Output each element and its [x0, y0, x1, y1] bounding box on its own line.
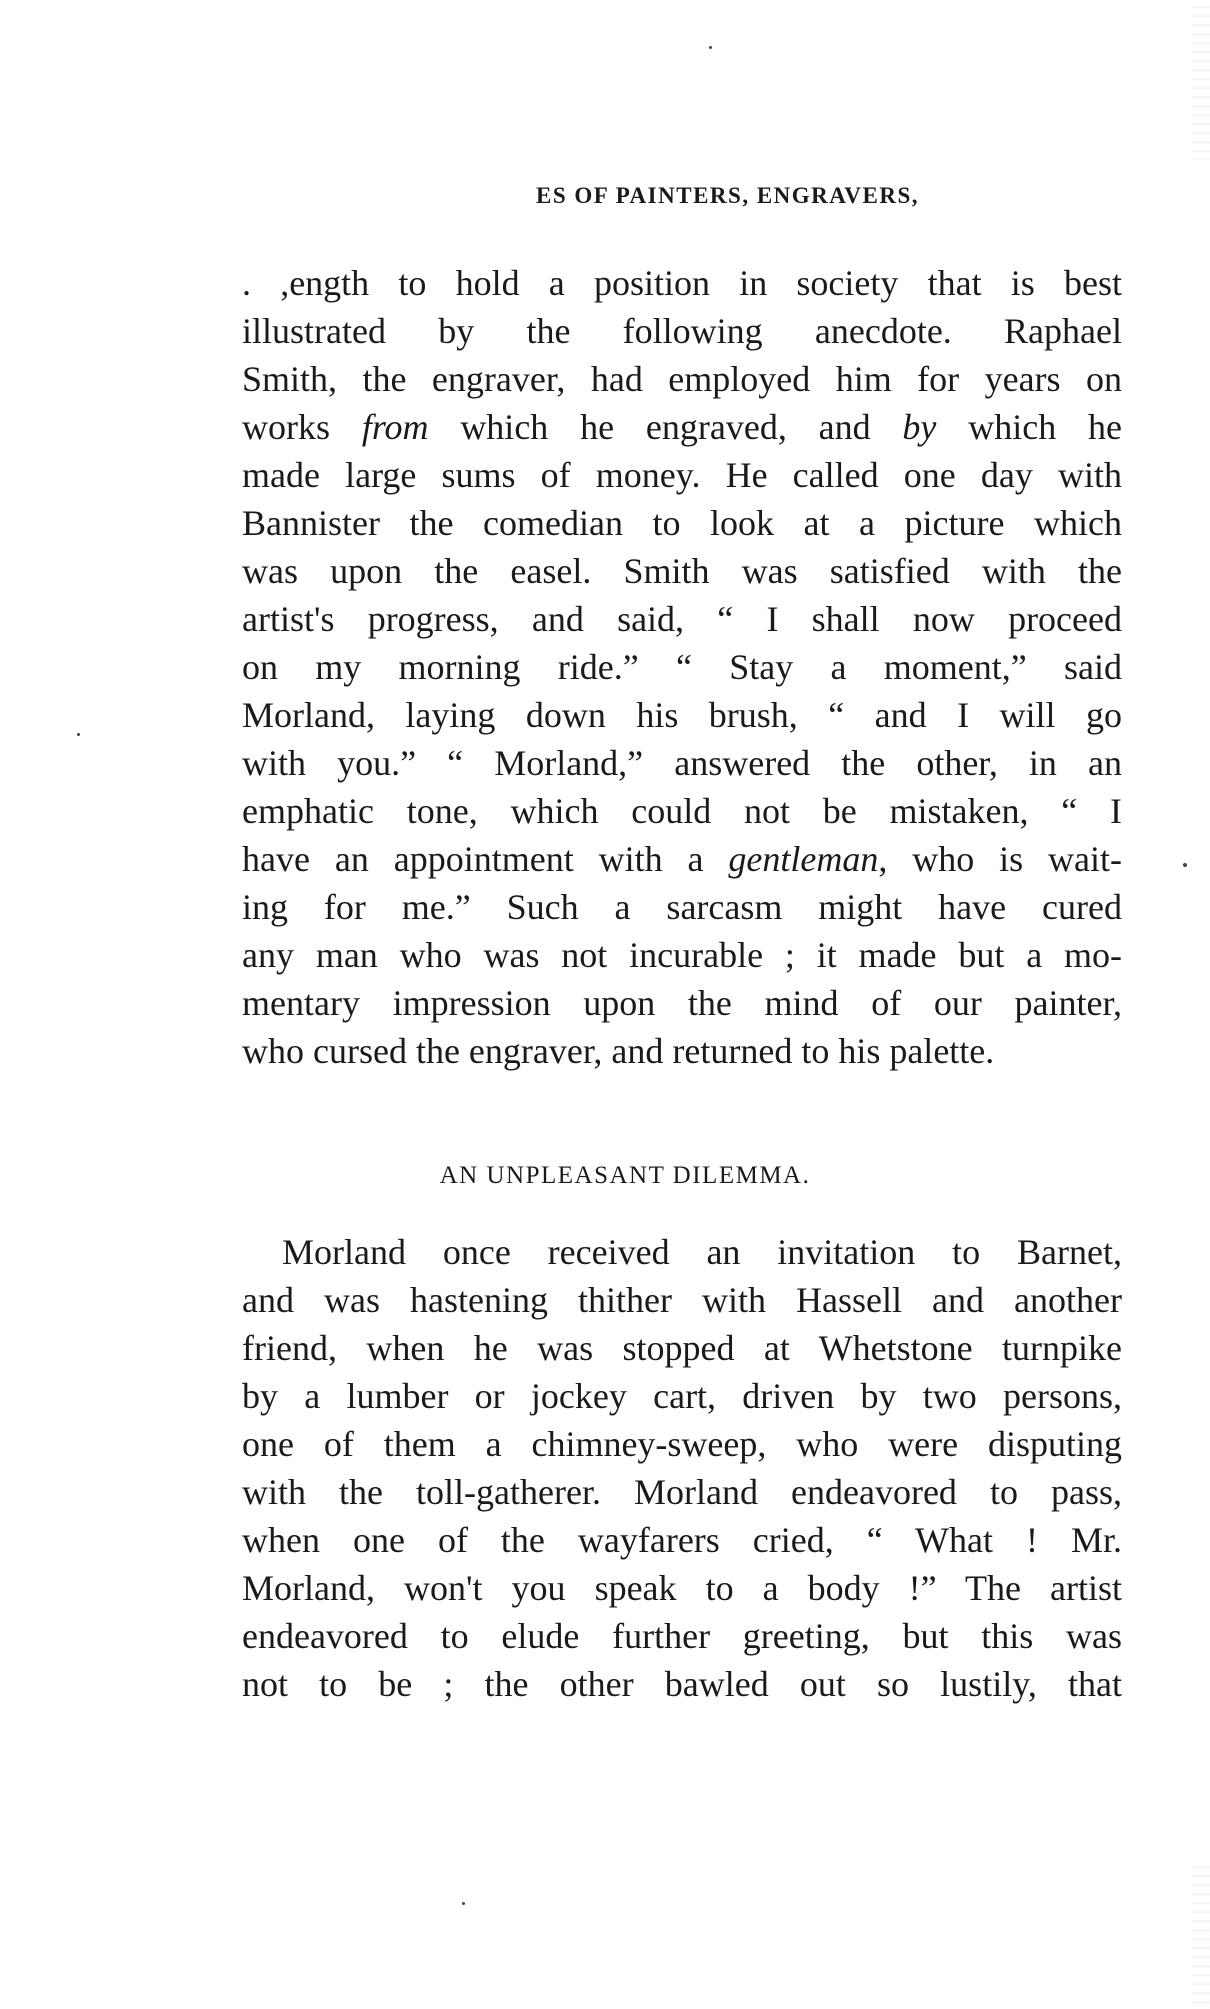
text-line: Bannister the comedian to look at a picture which	[242, 503, 1122, 543]
text-line: illustrated by the following anecdote. Raphael	[242, 311, 1122, 351]
text-line: mentary impression upon the mind of our painter,	[242, 983, 1122, 1023]
text-line: and was hastening thither with Hassell and another	[242, 1280, 1122, 1320]
text-line: endeavored to elude further greeting, but this was	[242, 1616, 1122, 1656]
text-line: by a lumber or jockey cart, driven by two persons,	[242, 1376, 1122, 1416]
scan-speck	[77, 733, 80, 736]
paragraph-unpleasant-dilemma	[242, 1228, 1122, 1708]
text-line: one of them a chimney-sweep, who were disputing	[242, 1424, 1122, 1464]
text-line: . ,ength to hold a position in society that is best	[242, 263, 1122, 303]
text-line: on my morning ride.” “ Stay a moment,” said	[242, 647, 1122, 687]
text-line: not to be ; the other bawled out so lustily, that	[242, 1664, 1122, 1704]
scan-speck	[709, 46, 712, 49]
text-line: made large sums of money. He called one day with	[242, 455, 1122, 495]
text-line: with you.” “ Morland,” answered the other, in an	[242, 743, 1122, 783]
text-line: was upon the easel. Smith was satisfied with the	[242, 551, 1122, 591]
text-line: ing for me.” Such a sarcasm might have cured	[242, 887, 1122, 927]
scan-speck	[462, 1902, 465, 1905]
text-line: emphatic tone, which could not be mistaken, “ I	[242, 791, 1122, 831]
text-line: works from which he engraved, and by which he	[242, 407, 1122, 447]
text-line: any man who was not incurable ; it made but a mo-	[242, 935, 1122, 975]
text-line: artist's progress, and said, “ I shall now proceed	[242, 599, 1122, 639]
page-edge-shadow	[1192, 1860, 1210, 2009]
text-line: Morland, won't you speak to a body !” The artist	[242, 1568, 1122, 1608]
text-line: friend, when he was stopped at Whetstone turnpike	[242, 1328, 1122, 1368]
running-head: ES OF PAINTERS, ENGRAVERS,	[536, 183, 920, 208]
text-line: who cursed the engraver, and returned to his palette.	[242, 1031, 995, 1071]
text-line: have an appointment with a gentleman, who is wait-	[242, 839, 1122, 879]
text-line: with the toll-gatherer. Morland endeavored to pass,	[242, 1472, 1122, 1512]
paragraph-raphael-smith-anecdote	[242, 259, 1122, 1075]
scan-speck	[1183, 863, 1187, 867]
page-edge-shadow	[1192, 0, 1210, 160]
text-line: Morland once received an invitation to Barnet,	[282, 1232, 1122, 1272]
text-line: Morland, laying down his brush, “ and I will go	[242, 695, 1122, 735]
section-heading: AN UNPLEASANT DILEMMA.	[439, 1162, 811, 1189]
text-line: when one of the wayfarers cried, “ What ! Mr.	[242, 1520, 1122, 1560]
text-line: Smith, the engraver, had employed him for years on	[242, 359, 1122, 399]
